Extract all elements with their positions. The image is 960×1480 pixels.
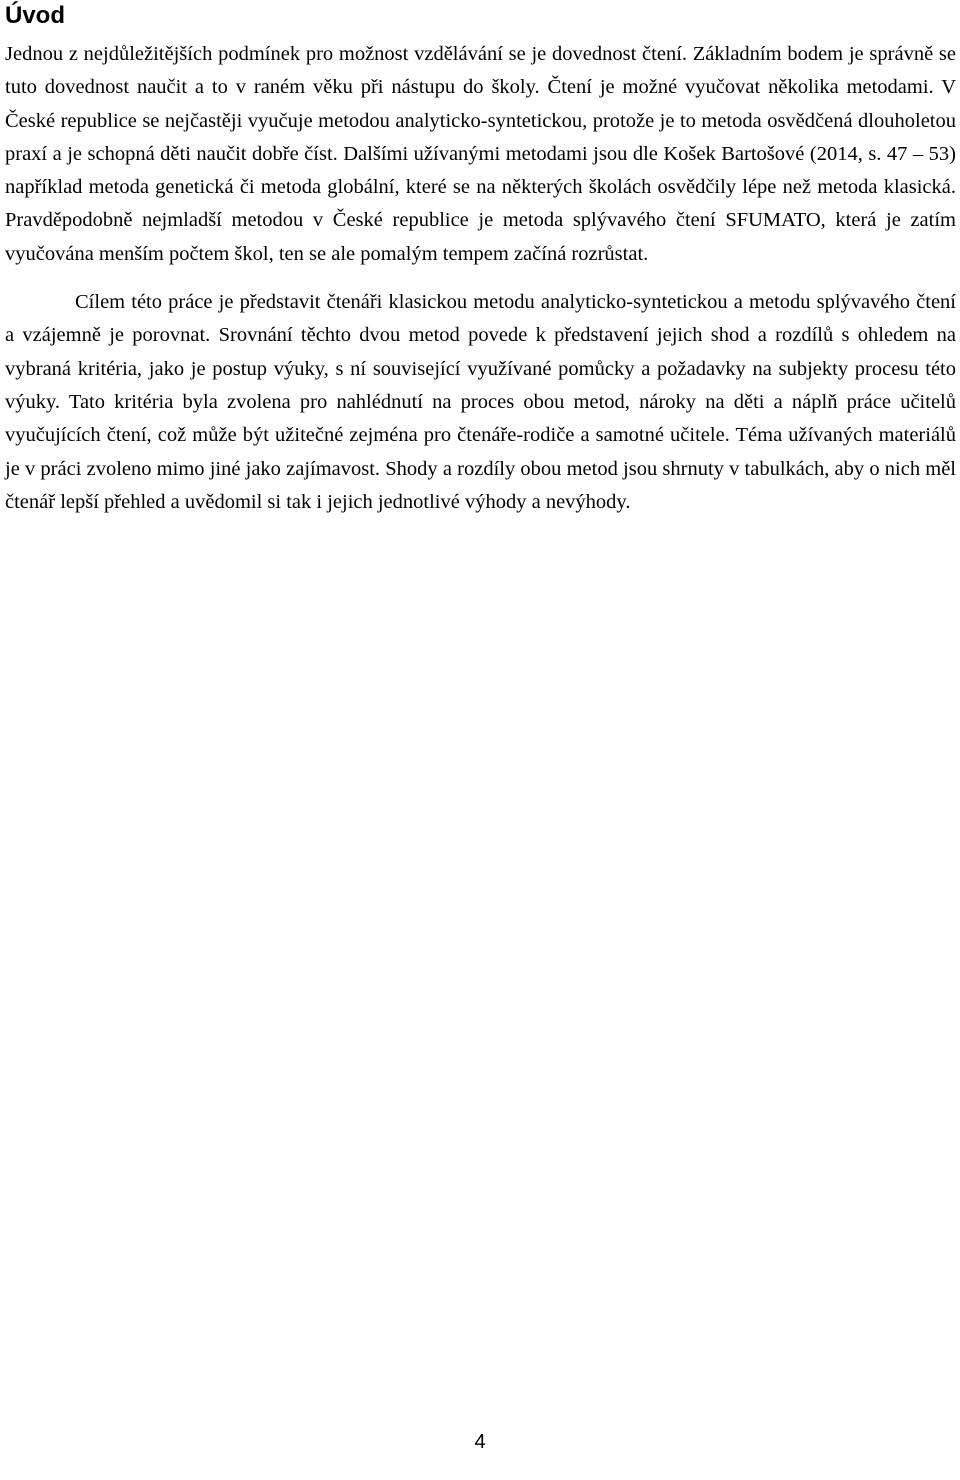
section-heading: Úvod [5,2,65,29]
paragraph-introduction: Jednou z nejdůležitějších podmínek pro možnost vzdělávání se je dovednost čtení. Základním bodem je správně se tuto dovednost naučit a to v raném věku při nástupu do školy. Čtení je možné vyučovat několika metodami. V České republice se nejčastěji vyučuje metodou analyticko-syntetickou, protože je to metoda osvědčená dlouholetou praxí a je schopná děti naučit dobře číst. Dalšími užívanými metodami jsou dle Košek Bartošové (2014, s. 47 – 53) například metoda genetická či metoda globální, které se na některých školách osvědčily lépe než metoda klasická. Pravděpodobně nejmladší metodou v České republice je metoda splývavého čtení SFUMATO, která je zatím vyučována menším počtem škol, ten se ale pomalým tempem začíná rozrůstat. [5,43,956,265]
paragraph-aims: Cílem této práce je představit čtenáři klasickou metodu analyticko-syntetickou a metodu splývavého čtení a vzájemně je porovnat. Srovnání těchto dvou metod povede k představení jejich shod a rozdílů s ohledem na vybraná kritéria, jako je postup výuky, s ní související využívané pomůcky a požadavky na subjekty procesu této výuky. Tato kritéria byla zvolena pro nahlédnutí na proces obou metod, nároky na děti a náplň práce učitelů vyučujících čtení, což může být užitečné zejména pro čtenáře-rodiče a samotné učitele. Téma užívaných materiálů je v práci zvoleno mimo jiné jako zajímavost. Shody a rozdíly obou metod jsou shrnuty v tabulkách, aby o nich měl čtenář lepší přehled a uvědomil si tak i jejich jednotlivé výhody a nevýhody. [5,291,956,513]
page-number: 4 [474,1431,486,1453]
